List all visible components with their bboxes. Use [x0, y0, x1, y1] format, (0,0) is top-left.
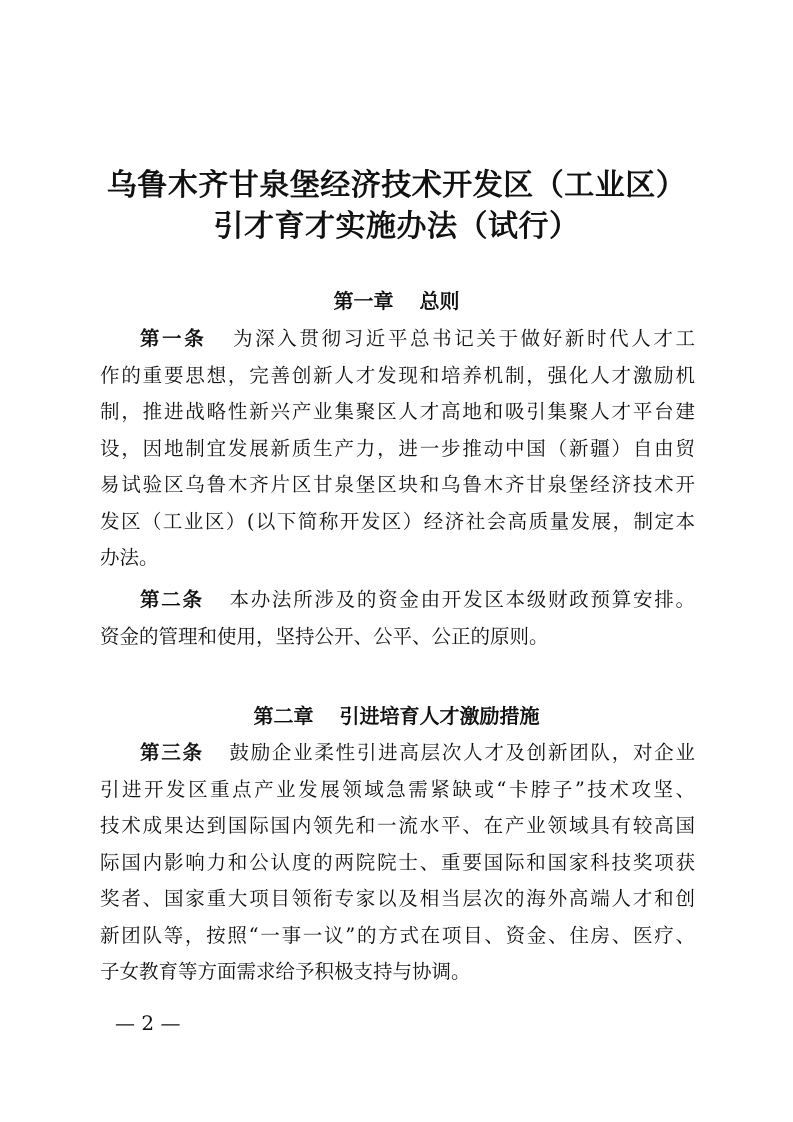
document-title-line-2: 引才育才实施办法（试行）: [213, 209, 580, 244]
page-number: — 2 —: [115, 1011, 181, 1035]
chapter-1-name: 总则: [419, 289, 460, 313]
article-3-line-3: 技术成果达到国际国内领先和一流水平、在产业领域具有较高国: [100, 814, 695, 837]
article-1-line-3: 制，推进战略性新兴产业集聚区人才高地和吸引集聚人才平台建: [100, 400, 695, 423]
article-3: [100, 735, 695, 991]
article-1-line-4: 设，因地制宜发展新质生产力，进一步推动中国（新疆）自由贸: [100, 436, 695, 460]
article-2-line-1: 第二条 本办法所涉及的资金由开发区本级财政预算安排。: [140, 588, 695, 611]
article-3-line-5: 奖者、国家重大项目领衔专家以及相当层次的海外高端人才和创: [100, 887, 695, 910]
article-1-line-6: 发区（工业区）(以下简称开发区）经济社会高质量发展，制定本: [100, 509, 695, 533]
article-3-line-4: 际国内影响力和公认度的两院院士、重要国际和国家科技奖项获: [100, 850, 695, 874]
article-2: [100, 582, 695, 655]
article-1-line-1: 第一条 为深入贯彻习近平总书记关于做好新时代人才工: [140, 327, 695, 350]
article-1-label: 第一条: [140, 327, 207, 350]
article-3-line-2: 引进开发区重点产业发展领域急需紧缺或“卡脖子”技术攻坚、: [100, 777, 695, 801]
document-title-line-1: 乌鲁木齐甘泉堡经济技术开发区（工业区）: [106, 168, 687, 203]
chapter-2-name: 引进培育人才激励措施: [339, 704, 540, 728]
chapter-1-heading: [0, 287, 793, 315]
article-1-line-7: 办法。: [100, 546, 159, 569]
article-3-line-1: 第三条 鼓励企业柔性引进高层次人才及创新团队，对企业: [140, 741, 695, 764]
article-3-line-6: 新团队等，按照“一事一议”的方式在项目、资金、住房、医疗、: [100, 923, 695, 947]
article-1: [100, 321, 695, 577]
article-1-line-5: 易试验区乌鲁木齐片区甘泉堡区块和乌鲁木齐甘泉堡经济技术开: [100, 473, 695, 496]
article-2-label: 第二条: [140, 588, 204, 611]
article-3-line-7: 子女教育等方面需求给予积极支持与协调。: [100, 960, 471, 983]
article-1-line-2: 作的重要思想，完善创新人才发现和培养机制，强化人才激励机: [100, 363, 695, 387]
article-2-line-2: 资金的管理和使用，坚持公开、公平、公正的原则。: [100, 624, 549, 648]
chapter-2-heading: [0, 702, 793, 730]
chapter-2-number: 第二章: [253, 704, 314, 728]
chapter-1-number: 第一章: [333, 289, 394, 313]
article-3-label: 第三条: [140, 741, 204, 764]
